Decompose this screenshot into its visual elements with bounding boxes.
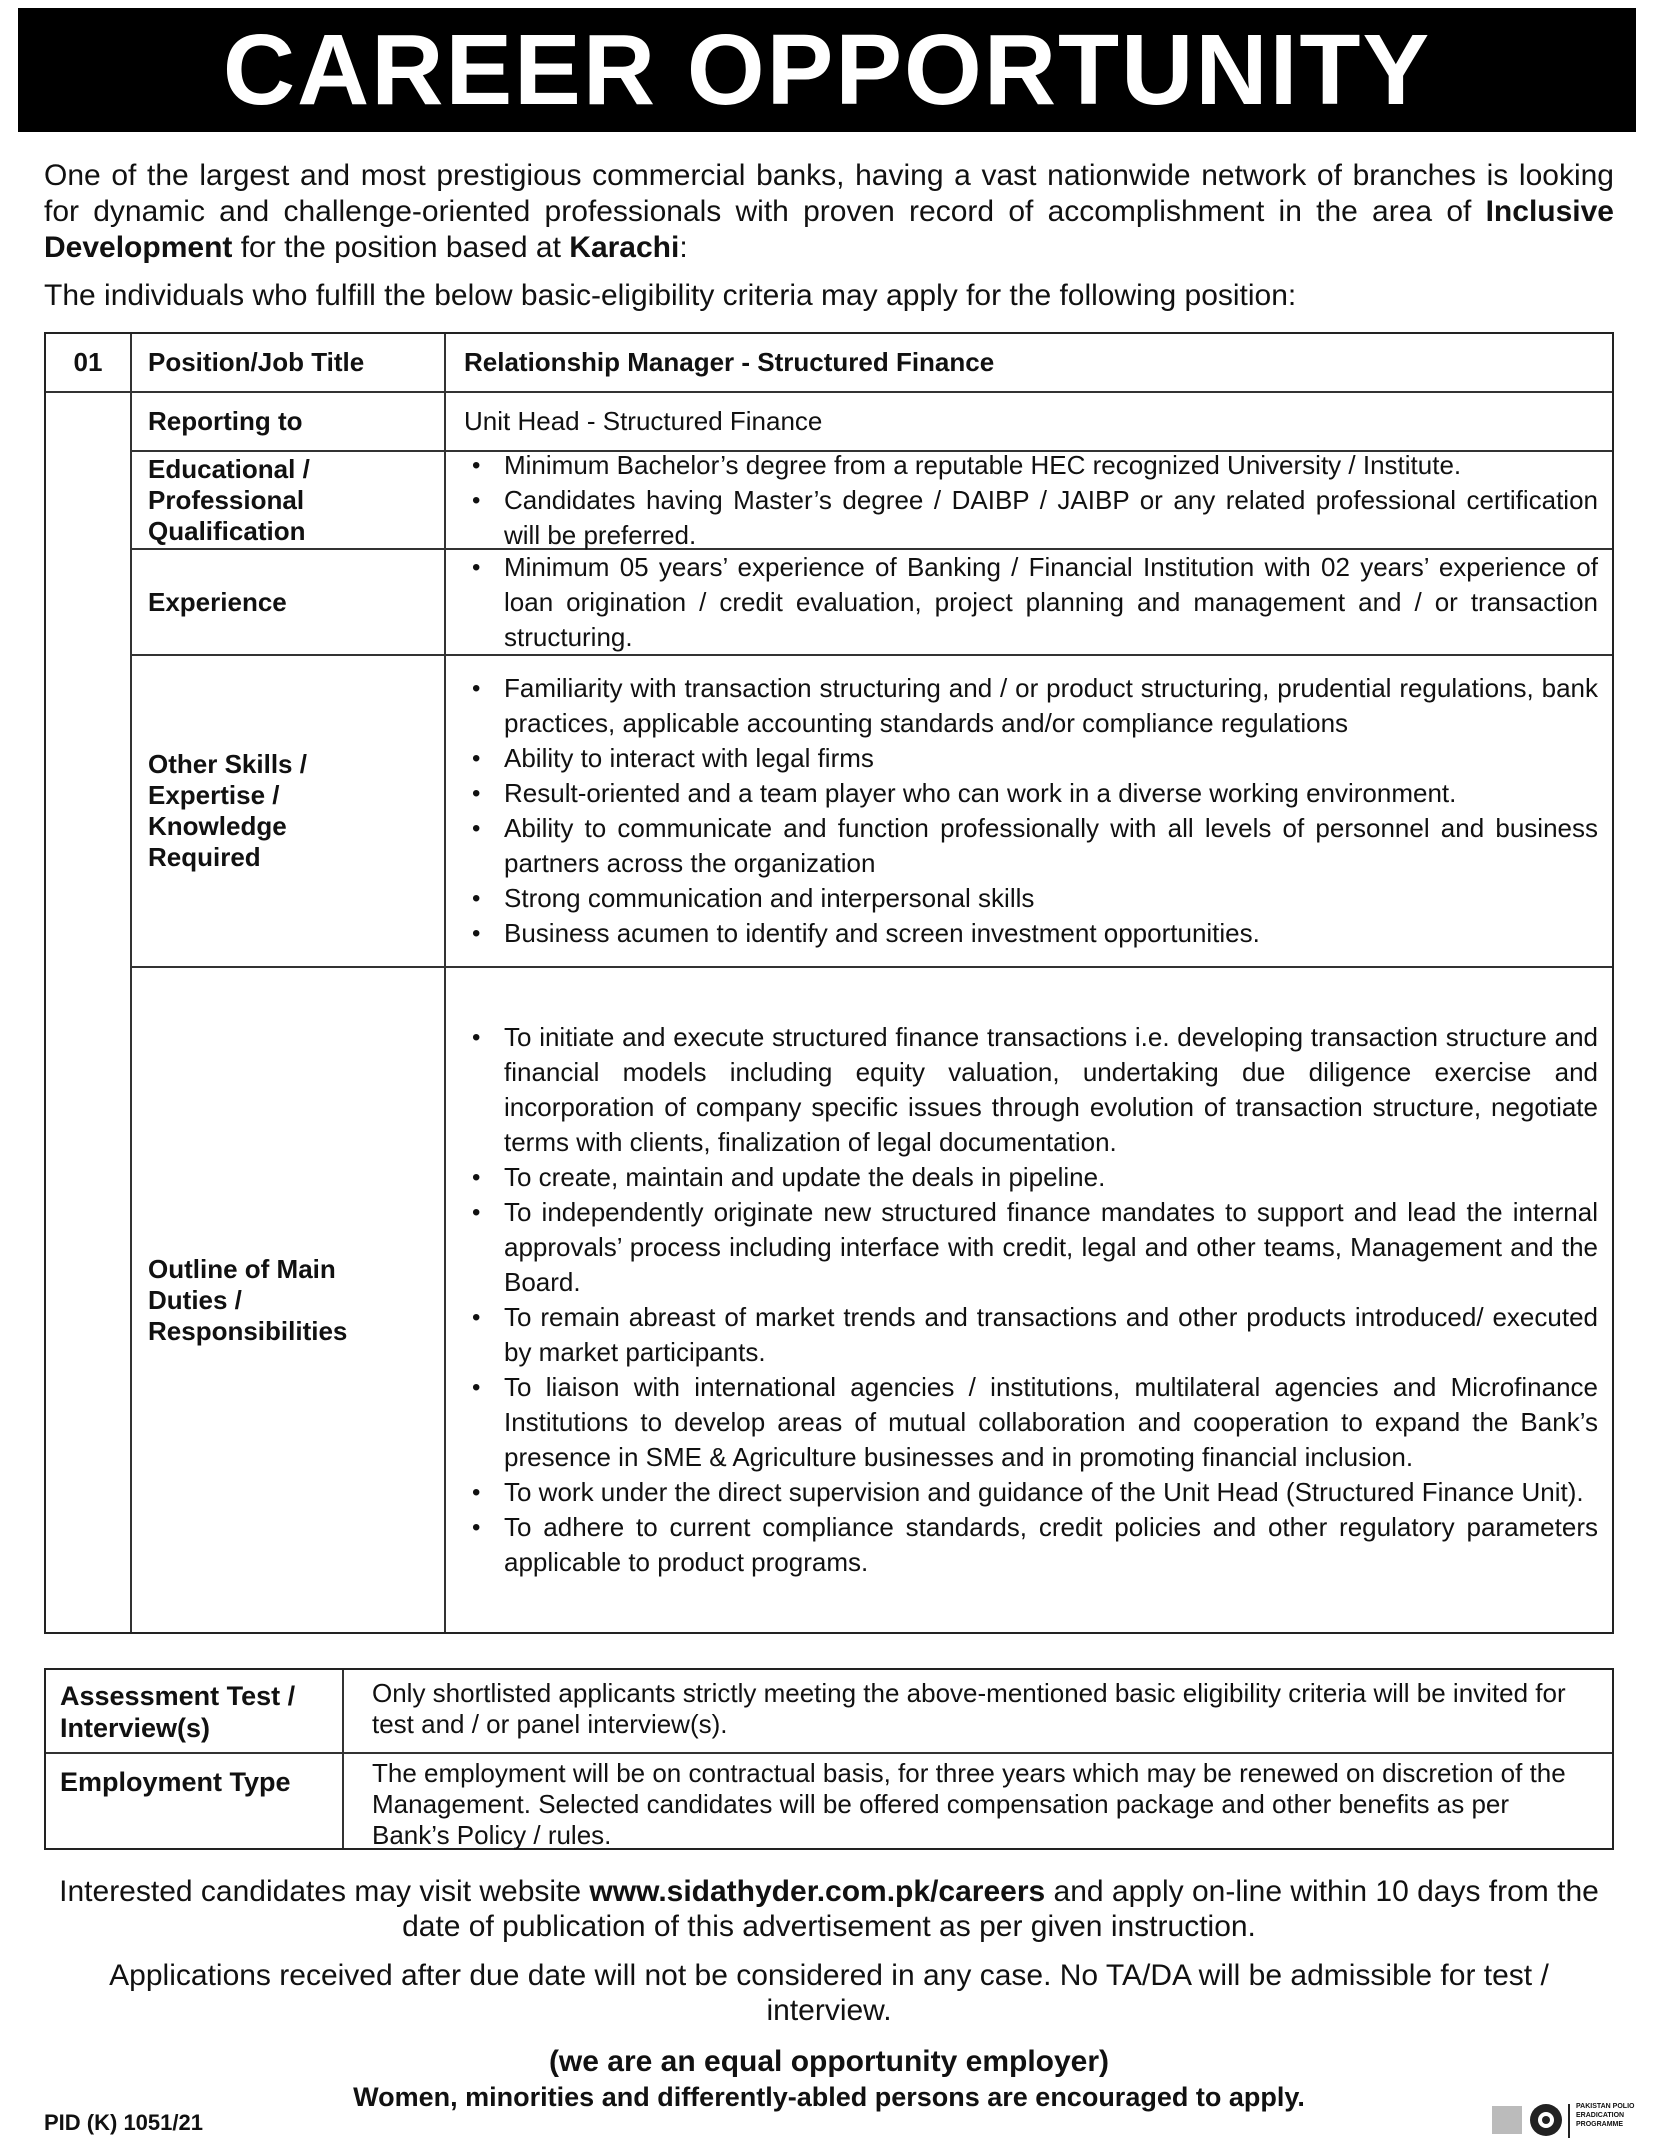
apply-instructions xyxy=(44,1874,1614,1944)
job-details-table xyxy=(44,332,1614,1634)
assessment-value: Only shortlisted applicants strictly meeting the above-mentioned basic eligibility criteria will be invited for test and / or panel interview(s). xyxy=(372,1678,1566,1739)
polio-programme-logo xyxy=(1488,2096,1638,2146)
careers-website-link[interactable]: www.sidathyder.com.pk/careers xyxy=(589,1875,1046,1908)
apply-text: Interested candidates may visit website xyxy=(59,1875,590,1908)
skills-label: Other Skills / Expertise / Knowledge Required xyxy=(148,749,307,872)
duties-item: • To adhere to current compliance standards, credit policies and other regulatory parameters applicable to product programs. xyxy=(464,1510,1598,1580)
apply-text-2: and apply on-line within 10 days from the date of publication of this advertisement as per given instruction. xyxy=(402,1875,1599,1943)
position-number: 01 xyxy=(73,347,103,377)
intro-paragraph xyxy=(44,158,1614,266)
reporting-value: Unit Head - Structured Finance xyxy=(464,406,823,436)
intro-area: Inclusive Development xyxy=(44,195,1614,264)
duties-item: • To create, maintain and update the deals in pipeline. xyxy=(464,1160,1598,1195)
duties-label: Outline of Main Duties / Responsibilities xyxy=(148,1253,348,1346)
duties-item: • To independently originate new structured finance mandates to support and lead the internal approvals’ process including interface with credit, legal and other teams, Management and the Board. xyxy=(464,1195,1598,1300)
education-value xyxy=(446,449,1612,550)
terms-table xyxy=(44,1668,1614,1850)
experience-label: Experience xyxy=(148,586,287,617)
skills-item: • Strong communication and interpersonal skills xyxy=(464,881,1598,916)
position-value: Relationship Manager - Structured Finance xyxy=(464,347,995,377)
duties-value xyxy=(446,968,1612,1632)
skills-item: • Result-oriented and a team player who can work in a diverse working environment. xyxy=(464,776,1598,811)
intro-city: Karachi xyxy=(569,231,680,264)
assessment-label: Assessment Test / Interview(s) xyxy=(60,1681,296,1743)
encouragement-statement: Women, minorities and differently-abled persons are encouraged to apply. xyxy=(353,2082,1305,2112)
experience-item: • Minimum 05 years’ experience of Banking / Financial Institution with 02 years’ experience of loan origination / credit evaluation, project planning and management and / or transaction structuring. xyxy=(464,550,1598,655)
education-item: • Minimum Bachelor’s degree from a reputable HEC recognized University / Institute. xyxy=(464,448,1598,483)
reporting-label: Reporting to xyxy=(148,406,303,436)
experience-value xyxy=(446,550,1612,654)
skills-value xyxy=(446,656,1612,966)
intro-text-2: for the position based at xyxy=(232,231,570,264)
due-date-note: Applications received after due date will not be considered in any case. No TA/DA will be admissible for test / interview. xyxy=(109,1959,1549,2027)
duties-item: • To work under the direct supervision and guidance of the Unit Head (Structured Finance Unit). xyxy=(464,1475,1598,1510)
publication-id: PID (K) 1051/21 xyxy=(44,2110,203,2135)
page-title: CAREER OPPORTUNITY xyxy=(222,14,1432,126)
education-item: • Candidates having Master’s degree / DAIBP / JAIBP or any related professional certification will be preferred. xyxy=(464,483,1598,553)
logo-text: PAKISTAN POLIO ERADICATION PROGRAMME xyxy=(1576,2103,1635,2128)
intro-text-3: : xyxy=(679,231,688,264)
duties-item: • To remain abreast of market trends and transactions and other products introduced/ executed by market participants. xyxy=(464,1300,1598,1370)
employment-label: Employment Type xyxy=(60,1767,291,1797)
eligibility-note: The individuals who fulfill the below basic-eligibility criteria may apply for the following position: xyxy=(44,279,1297,312)
equal-opportunity-statement: (we are an equal opportunity employer) xyxy=(548,2045,1110,2078)
skills-item: • Ability to interact with legal firms xyxy=(464,741,1598,776)
position-label: Position/Job Title xyxy=(148,347,365,377)
duties-item: • To liaison with international agencies / institutions, multilateral agencies and Microfinance Institutions to develop areas of mutual collaboration and cooperation to expand the Bank’s presence in SME & Agriculture businesses and in promoting financial inclusion. xyxy=(464,1370,1598,1475)
employment-value: The employment will be on contractual basis, for three years which may be renewed on discretion of the Management. Selected candidates will be offered compensation package and other benefits as per Bank’s Policy / rules. xyxy=(372,1758,1566,1850)
intro-text: One of the largest and most prestigious commercial banks, having a vast nationwide network of branches is looking for dynamic and challenge-oriented professionals with proven record of accomplishment in the area of xyxy=(44,159,1614,228)
skills-item: • Familiarity with transaction structuring and / or product structuring, prudential regulations, bank practices, applicable accounting standards and/or compliance regulations xyxy=(464,671,1598,741)
title-banner xyxy=(18,8,1636,132)
skills-item: • Business acumen to identify and screen investment opportunities. xyxy=(464,916,1598,951)
skills-item: • Ability to communicate and function professionally with all levels of personnel and business partners across the organization xyxy=(464,811,1598,881)
duties-item: • To initiate and execute structured finance transactions i.e. developing transaction structure and financial models including equity valuation, undertaking due diligence exercise and incorporation of company specific issues through evolution of transaction structure, negotiate terms with clients, finalization of legal documentation. xyxy=(464,1020,1598,1160)
education-label: Educational / Professional Qualification xyxy=(148,453,310,546)
